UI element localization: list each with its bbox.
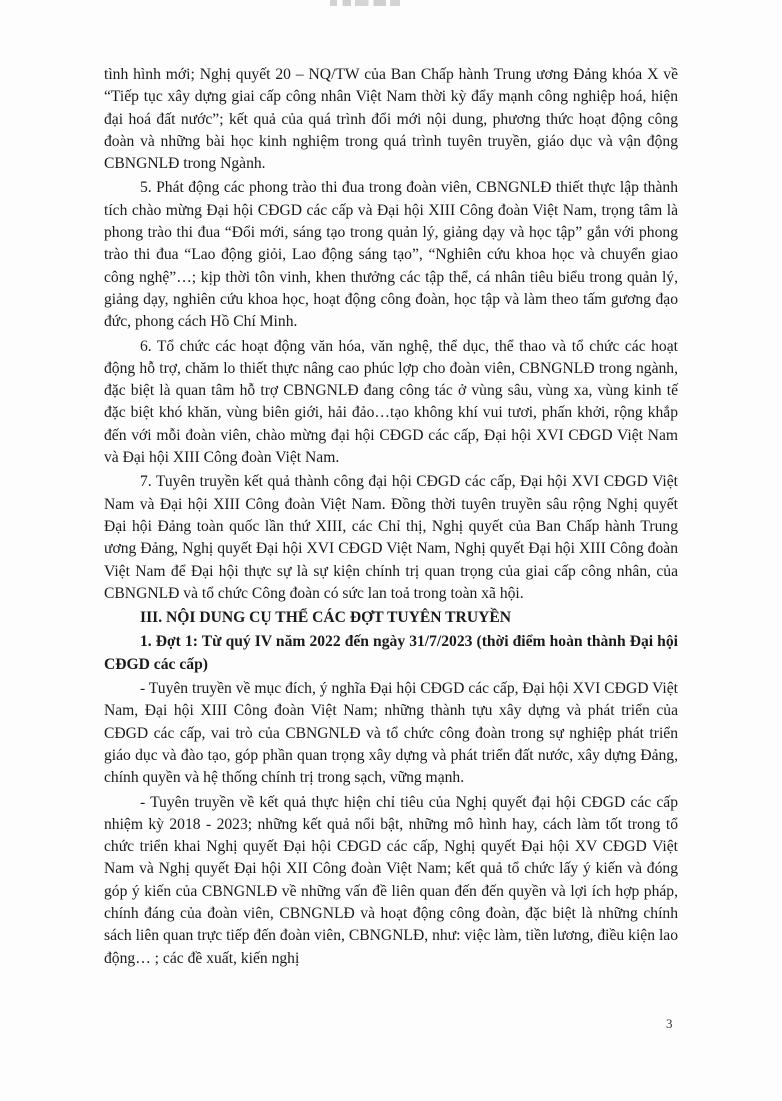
paragraph-item-5: 5. Phát động các phong trào thi đua trong đoàn viên, CBNGNLĐ thiết thực lập thành tích chào mừng Đại hội CĐGD các cấp và Đại hội XIII Công đoàn Việt Nam, trọng tâm là phong trào thi đua “Đổi mới, sáng tạo trong quản lý, giảng dạy và học tập” gắn với phong trào thi đua “Lao động giỏi, Lao động sáng tạo”, “Nghiên cứu khoa học và chuyển giao công nghệ”…; kịp thời tôn vinh, khen thưởng các tập thể, cá nhân tiêu biểu trong quản lý, giảng dạy, nghiên cứu khoa học, hoạt động công đoàn, học tập và làm theo tấm gương đạo đức, phong cách Hồ Chí Minh. [104, 179, 678, 331]
paragraph-bullet-2: - Tuyên truyền về kết quả thực hiện chỉ tiêu của Nghị quyết đại hội CĐGD các cấp nhiệm kỳ 2018 - 2023; những kết quả nổi bật, những mô hình hay, cách làm tốt trong tổ chức triển khai Nghị quyết Đại hội CĐGD các cấp, Nghị quyết Đại hội XV CĐGD Việt Nam và Nghị quyết Đại hội XII Công đoàn Việt Nam; kết quả tổ chức lấy ý kiến và đóng góp ý kiến của CBNGNLĐ về những vấn đề liên quan đến đến quyền và lợi ích hợp pháp, chính đáng của đoàn viên, CBNGNLĐ và hoạt động công đoàn, đặc biệt là những chính sách liên quan trực tiếp đến đoàn viên, CBNGNLĐ, như: việc làm, tiền lương, điều kiện lao động… ; các đề xuất, kiến nghị [104, 793, 678, 967]
paragraph-bullet-1: - Tuyên truyền về mục đích, ý nghĩa Đại hội CĐGD các cấp, Đại hội XVI CĐGD Việt Nam, Đại hội XIII Công đoàn Việt Nam; những thành tựu xây dựng và phát triển của CĐGD các cấp, vai trò của CBNGNLĐ và tổ chức công đoàn trong sự nghiệp phát triển giáo dục và đào tạo, góp phần quan trọng xây dựng và phát triển đất nước, xây dựng Đảng, chính quyền và hệ thống chính trị trong sạch, vững mạnh. [104, 680, 678, 787]
paragraph-item-7: 7. Tuyên truyền kết quả thành công đại hội CĐGD các cấp, Đại hội XVI CĐGD Việt Nam và Đại hội XIII Công đoàn Việt Nam. Đồng thời tuyên truyền sâu rộng Nghị quyết Đại hội Đảng toàn quốc lần thứ XIII, các Chỉ thị, Nghị quyết của Ban Chấp hành Trung ương Đảng, Nghị quyết Đại hội XVI CĐGD Việt Nam, Nghị quyết Đại hội XIII Công đoàn Việt Nam để Đại hội thực sự là sự kiện chính trị quan trọng của giai cấp công nhân, của CBNGNLĐ và tổ chức Công đoàn có sức lan toả trong toàn xã hội. [104, 473, 678, 602]
document-body [104, 64, 678, 972]
section-heading-III: III. NỘI DUNG CỤ THỂ CÁC ĐỢT TUYÊN TRUYỀN [140, 609, 511, 627]
paragraph-continuation: tình hình mới; Nghị quyết 20 – NQ/TW của Ban Chấp hành Trung ương Đảng khóa X về “Tiếp tục xây dựng giai cấp công nhân Việt Nam thời kỳ đẩy mạnh công nghiệp hoá, hiện đại hoá đất nước”; kết quả của quá trình đổi mới nội dung, phương thức hoạt động công đoàn và những bài học kinh nghiệm trong quá trình tuyên truyền, giáo dục và vận động CBNGNLĐ trong Ngành. [104, 66, 678, 173]
page-number: 3 [666, 1016, 673, 1031]
scan-artifact [330, 0, 400, 6]
paragraph-item-6: 6. Tổ chức các hoạt động văn hóa, văn nghệ, thể dục, thể thao và tổ chức các hoạt động hỗ trợ, chăm lo thiết thực nâng cao phúc lợp cho đoàn viên, CBNGNLĐ trong ngành, đặc biệt là quan tâm hỗ trợ CBNGNLĐ đang công tác ở vùng sâu, vùng xa, vùng kinh tế đặc biệt khó khăn, vùng biên giới, hải đảo…tạo không khí vui tươi, phấn khởi, rộng khắp đến với mỗi đoàn viên, chào mừng đại hội CĐGD các cấp, Đại hội XVI CĐGD Việt Nam và Đại hội XIII Công đoàn Việt Nam. [104, 337, 678, 467]
subheading-phase-1: 1. Đợt 1: Từ quý IV năm 2022 đến ngày 31/7/2023 (thời điểm hoàn thành Đại hội CĐGD các cấp) [104, 633, 678, 673]
